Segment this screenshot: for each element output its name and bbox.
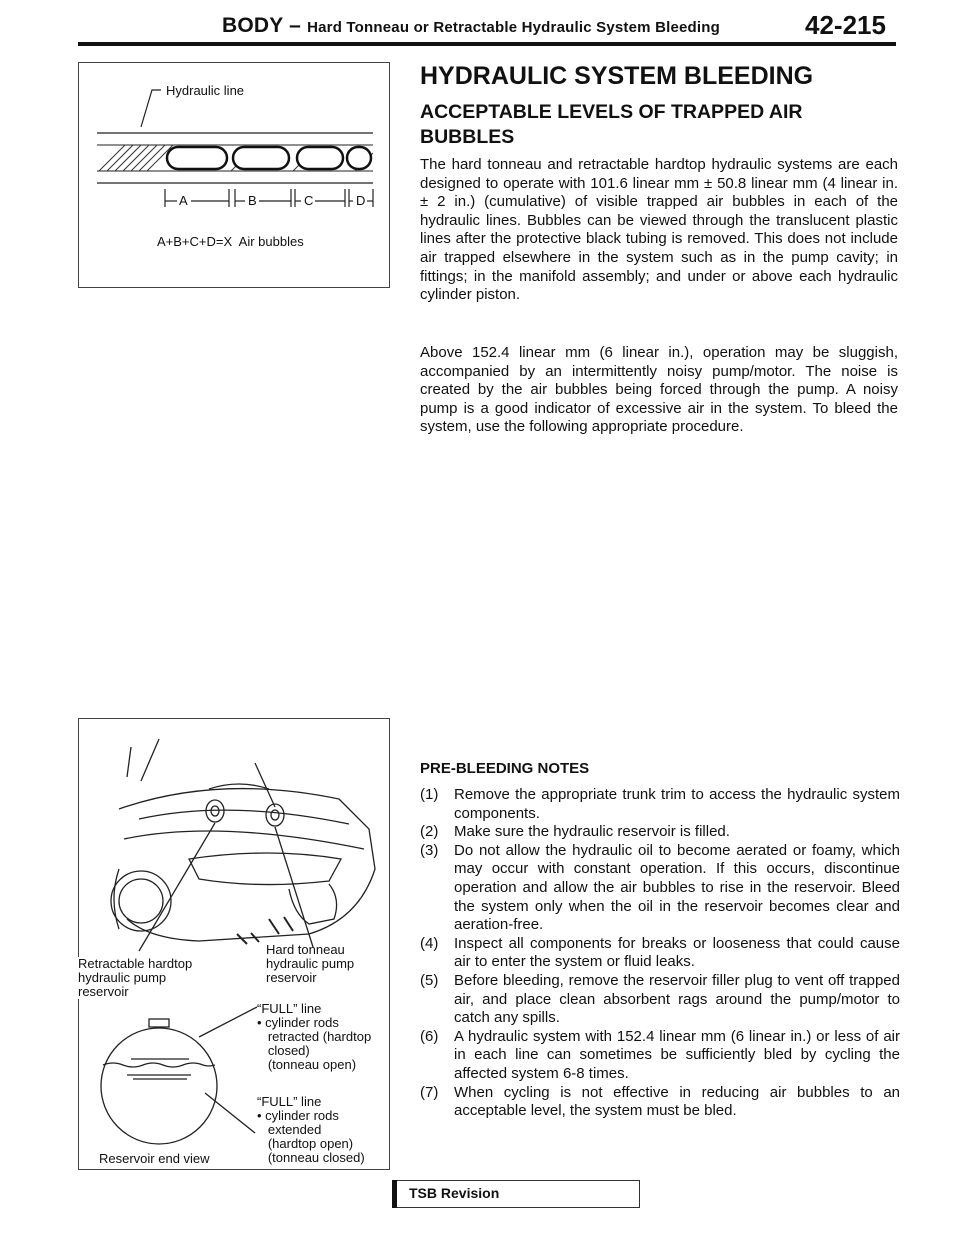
label-hard-tonneau-reservoir: Hard tonneau hydraulic pump reservoir (266, 942, 355, 985)
label-retractable-hardtop-reservoir: Retractable hardtop hydraulic pump reservoir (78, 956, 193, 999)
label-reservoir-end-view: Reservoir end view (99, 1151, 210, 1166)
note-number: (3) (420, 841, 439, 859)
note-text: Make sure the hydraulic reservoir is filled. (454, 823, 730, 841)
note-number: (7) (420, 1083, 439, 1101)
note-text: Do not allow the hydraulic oil to become aerated or foamy, which may occur with constant operation. If this occurs, discontinue operation and allow the air bubbles to rise in the reservoir. Bleed the system only when the oil in the reservoir becomes clear and aeration-free. (454, 841, 900, 934)
label-full-line-extended: “FULL” line • cylinder rods extended (hardtop open) (tonneau closed) (257, 1094, 365, 1165)
header-title (222, 14, 720, 38)
list-item (420, 972, 900, 1028)
label-hydraulic-line: Hydraulic line (166, 83, 245, 98)
list-item (420, 935, 900, 972)
note-number: (6) (420, 1027, 439, 1045)
tsb-revision-box (392, 1180, 640, 1208)
paragraph-2: Above 152.4 linear mm (6 linear in.), operation may be sluggish, accompanied by an intermittently noisy pump/motor. The noise is created by the air bubbles being forced through the pump. A noisy pump is a good indicator of excessive air in the system. To bleed the system, use the following appropriate procedure. (420, 344, 898, 436)
header-rule (78, 42, 896, 46)
paragraph-1: The hard tonneau and retractable hardtop hydraulic systems are each designed to operate with 101.6 linear mm ± 50.8 linear mm (4 linear in. ± 2 in.) (cumulative) of visible trapped air bubbles in each of the hydraulic lines. Bubbles can be viewed through the translucent plastic lines after the protective black tubing is removed. This does not include air trapped elsewhere in the system such as in the pump cavity; in fittings; in the manifold assembly; and under or above each hydraulic cylinder piston. (420, 156, 898, 304)
note-number: (4) (420, 934, 439, 952)
header-section: BODY (222, 14, 284, 37)
note-number: (5) (420, 971, 439, 989)
note-text: Before bleeding, remove the reservoir filler plug to vent off trapped air, and place clean absorbent rags around the pump/motor to catch any spills. (454, 971, 900, 1027)
notes-list (420, 786, 900, 1121)
list-item (420, 823, 900, 842)
page-header (0, 0, 960, 50)
label-b: B (248, 193, 257, 208)
note-text: A hydraulic system with 152.4 linear mm (6 linear in.) or less of air in each line can sometimes be sufficiently bled by cycling the affected system 6-8 times. (454, 1027, 900, 1082)
label-full-line-retracted: “FULL” line • cylinder rods retracted (hardtop closed) (tonneau open) (257, 1001, 372, 1072)
note-number: (2) (420, 823, 439, 841)
figure1-caption: A+B+C+D=X Air bubbles (157, 234, 304, 249)
header-dash: – (289, 14, 302, 37)
sub-heading: ACCEPTABLE LEVELS OF TRAPPED AIR BUBBLES (420, 101, 803, 148)
label-d: D (356, 193, 366, 208)
list-item (420, 842, 900, 935)
label-a: A (179, 193, 188, 208)
list-item (420, 786, 900, 823)
note-text: Inspect all components for breaks or looseness that could cause air to enter the system or fluid leaks. (454, 934, 900, 971)
list-item (420, 1084, 900, 1121)
label-c: C (304, 193, 314, 208)
tsb-label: TSB Revision (409, 1185, 500, 1201)
tsb-bar (392, 1180, 397, 1208)
note-text: When cycling is not effective in reducing air bubbles to an acceptable level, the system must be bled. (454, 1083, 900, 1120)
page-number: 42-215 (805, 10, 886, 40)
figure-reservoirs (78, 718, 390, 1170)
note-text: Remove the appropriate trunk trim to access the hydraulic system components. (454, 786, 900, 822)
note-number: (1) (420, 786, 439, 803)
header-subtitle: Hard Tonneau or Retractable Hydraulic System Bleeding (307, 19, 721, 36)
notes-heading: PRE-BLEEDING NOTES (420, 760, 590, 777)
figure-air-bubbles (78, 62, 390, 288)
list-item (420, 1028, 900, 1084)
main-heading: HYDRAULIC SYSTEM BLEEDING (420, 62, 814, 90)
